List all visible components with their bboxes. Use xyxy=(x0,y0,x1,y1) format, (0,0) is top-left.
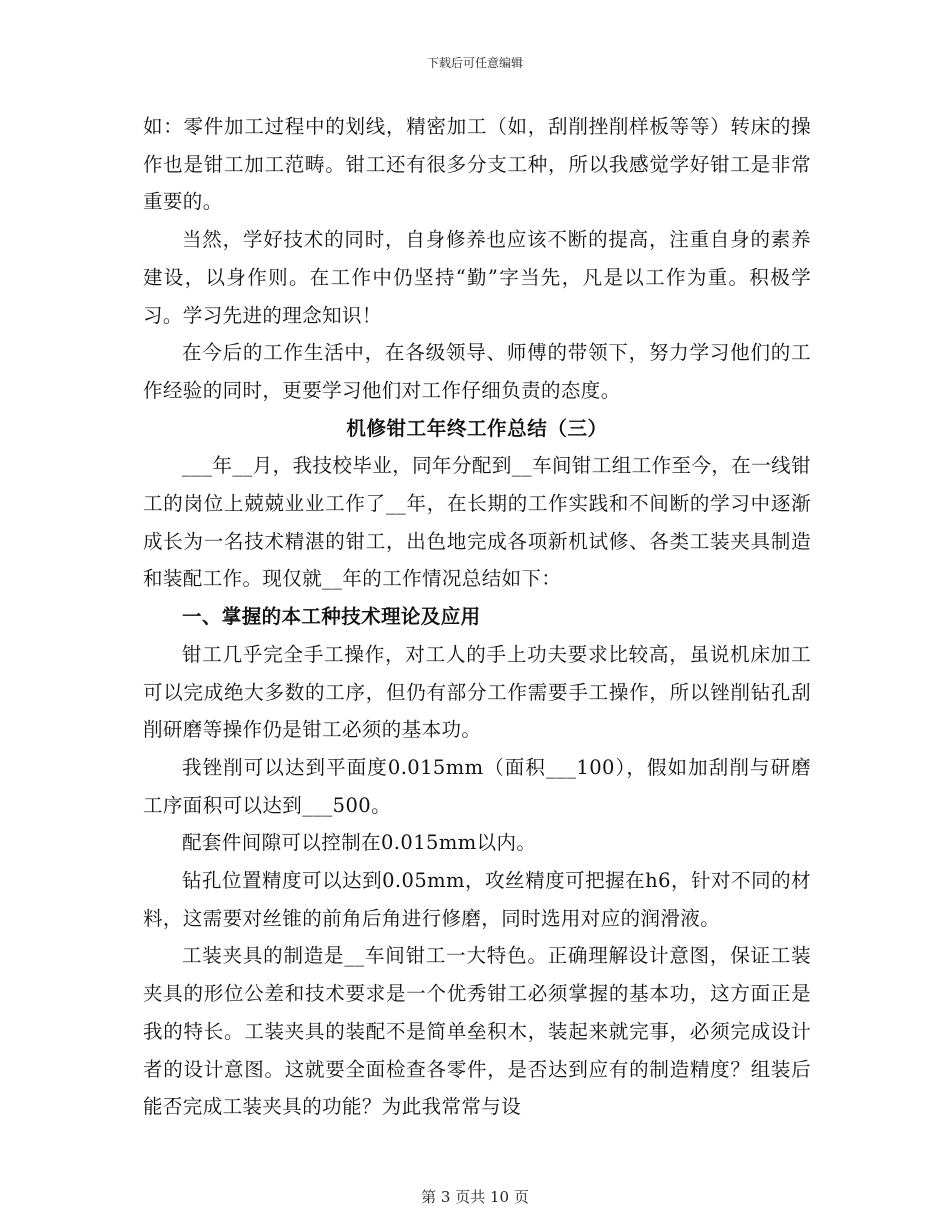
paragraph: 钳工几乎完全手工操作，对工人的手上功夫要求比较高，虽说机床加工可以完成绝大多数的工序，但仍有部分工作需要手工操作，所以锉削钻孔刮削研磨等操作仍是钳工必须的基本功。 xyxy=(143,642,811,742)
page-number: 第 3 页共 10 页 xyxy=(421,1188,529,1206)
paragraph: 工装夹具的制造是__车间钳工一大特色。正确理解设计意图，保证工装夹具的形位公差和技术要求是一个优秀钳工必须掌握的基本功，这方面正是我的特长。工装夹具的装配不是简单垒积木，装起来就完事，必须完成设计者的设计意图。这就要全面检查各零件，是否达到应有的制造精度？组装后能否完成工装夹具的功能？为此我常常与设 xyxy=(143,944,811,1119)
paragraph: 我锉削可以达到平面度0.015mm（面积___100），假如加刮削与研磨工序面积可以达到___500。 xyxy=(143,755,811,817)
paragraph: 当然，学好技术的同时，自身修养也应该不断的提高，注重自身的素养建设，以身作则。在工作中仍坚持“勤”字当先，凡是以工作为重。积极学习。学习先进的理念知识！ xyxy=(143,228,811,327)
document-body xyxy=(143,108,811,1126)
paragraph: 配套件间隙可以控制在0.015mm以内。 xyxy=(182,831,537,855)
section-title: 机修钳工年终工作总结（三） xyxy=(346,416,608,440)
paragraph: 钻孔位置精度可以达到0.05mm，攻丝精度可把握在h6，针对不同的材料，这需要对丝锥的前角后角进行修磨，同时选用对应的润滑液。 xyxy=(143,869,811,930)
section-heading: 一、掌握的本工种技术理论及应用 xyxy=(182,605,481,629)
paragraph: ___年__月，我技校毕业，同年分配到__车间钳工组工作至今，在一线钳工的岗位上兢兢业业工作了__年，在长期的工作实践和不间断的学习中逐渐成长为一名技术精湛的钳工，出色地完成各项新机试修、各类工装夹具制造和装配工作。现仅就__年的工作情况总结如下： xyxy=(143,454,811,591)
paragraph: 在今后的工作生活中，在各级领导、师傅的带领下，努力学习他们的工作经验的同时，更要学习他们对工作仔细负责的态度。 xyxy=(143,341,811,402)
page-header: 下载后可任意编辑 xyxy=(426,56,523,70)
paragraph: 如：零件加工过程中的划线，精密加工（如，刮削挫削样板等等）转床的操作也是钳工加工范畴。钳工还有很多分支工种，所以我感觉学好钳工是非常重要的。 xyxy=(143,115,811,214)
